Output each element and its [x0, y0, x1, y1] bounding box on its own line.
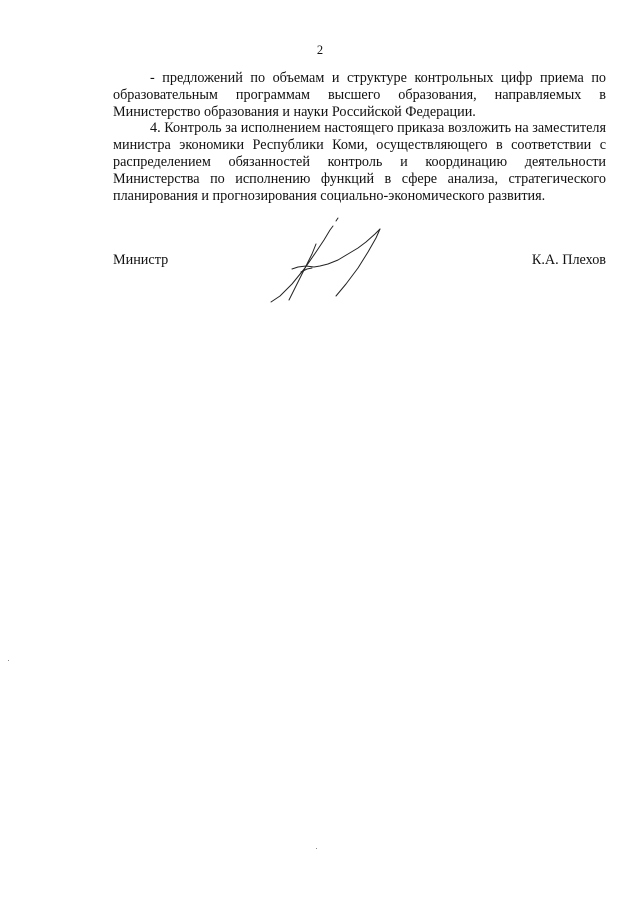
document-body	[113, 70, 606, 204]
page-number: 2	[316, 43, 324, 57]
scan-speck	[8, 660, 9, 661]
paragraph-control: 4. Контроль за исполнением настоящего приказа возложить на заместителя министра экономики Республики Коми, осуществляющего в соответствии с распределением обязанностей контроль и координацию деятельности Министерства по исполнению функций в сфере анализа, стратегического планирования и прогнозирования социально-экономического развития.	[113, 120, 606, 204]
signatory-title: Министр	[113, 252, 169, 268]
scan-speck	[316, 848, 317, 849]
signatory-name: К.А. Плехов	[531, 252, 606, 268]
handwritten-signature	[262, 214, 387, 306]
paragraph-proposals: - предложений по объемам и структуре контрольных цифр приема по образовательным программам высшего образования, направляемых в Министерство образования и науки Российской Федерации.	[113, 70, 606, 120]
